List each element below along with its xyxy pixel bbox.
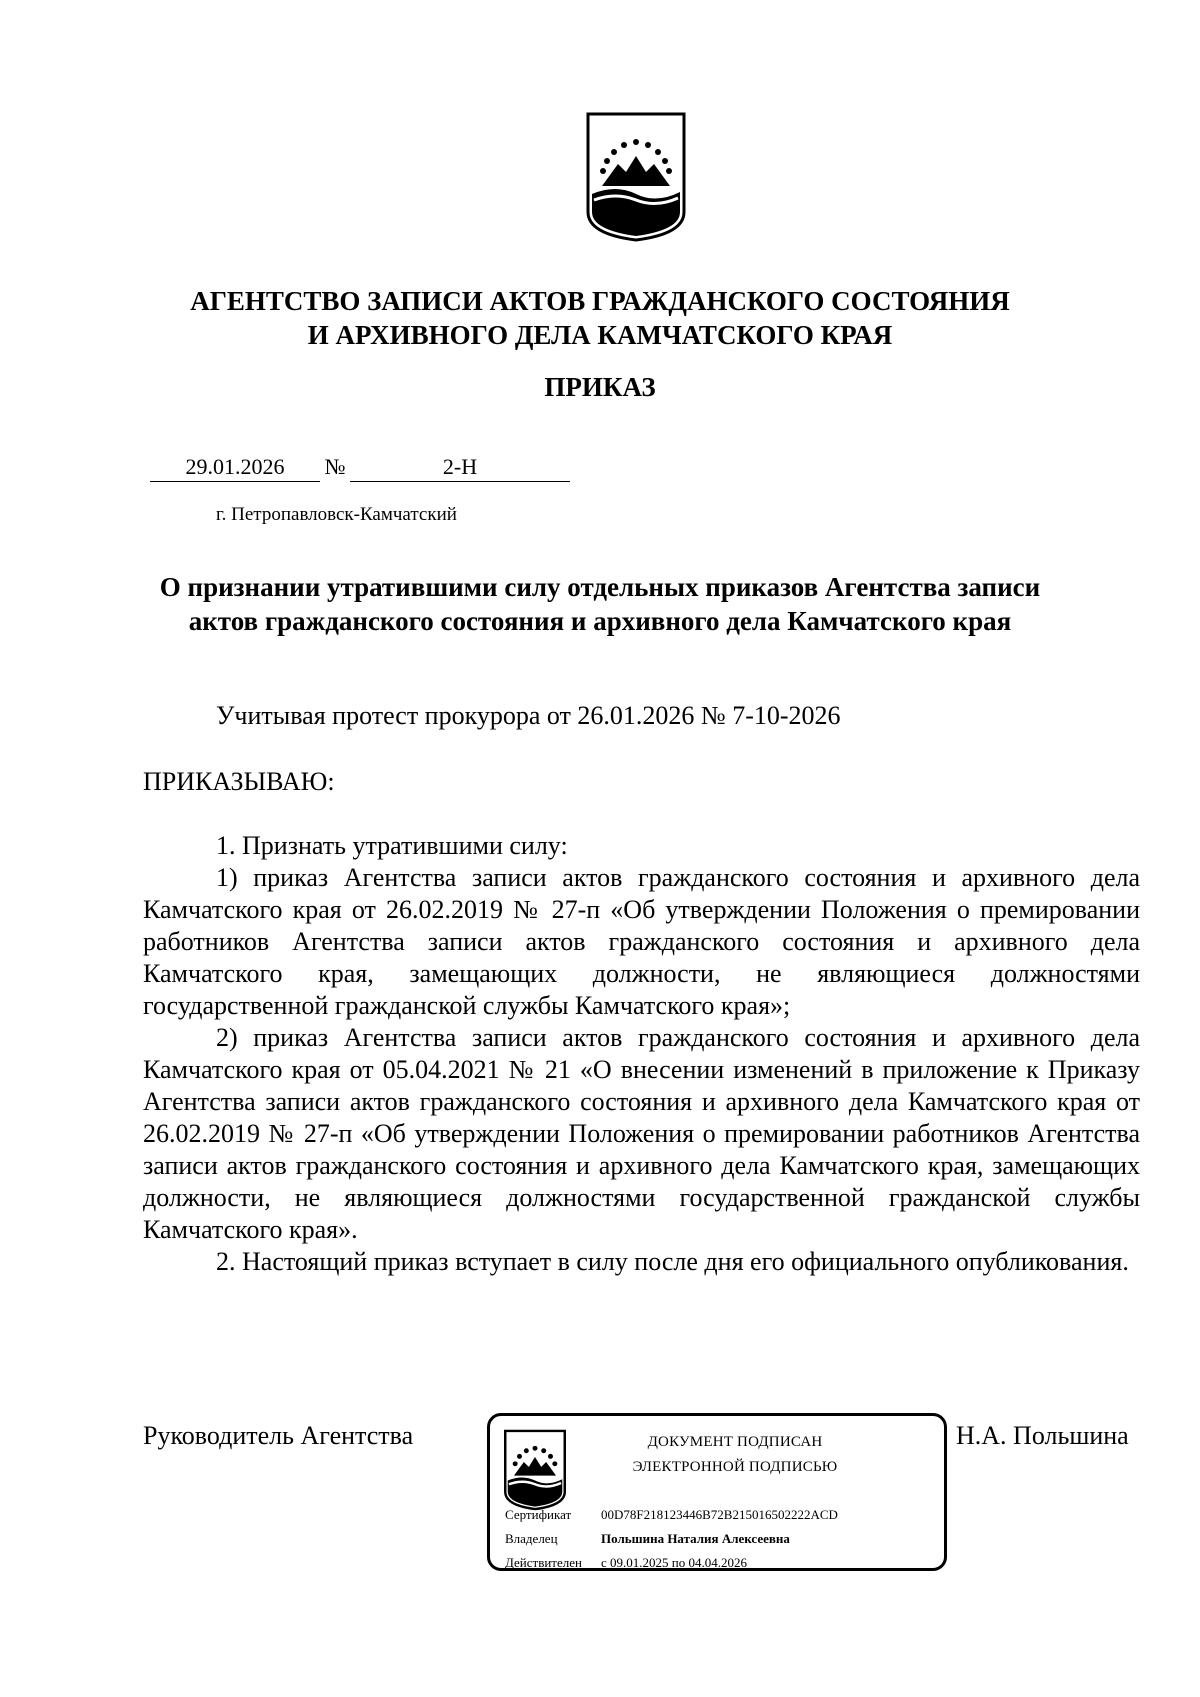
stamp-heading-2: ЭЛЕКТРОННОЙ ПОДПИСЬЮ	[632, 1459, 838, 1475]
owner-label: Владелец	[505, 1531, 558, 1546]
stamp-heading-1: ДОКУМЕНТ ПОДПИСАН	[647, 1434, 823, 1450]
basis-paragraph: Учитывая протест прокурора от 26.01.2026 № 7-10-2026	[216, 701, 841, 730]
certificate-value: 00D78F218123446B72B215016502222ACD	[601, 1507, 838, 1522]
order-number: 2-Н	[350, 454, 570, 482]
signatory-name: Н.А. Польшина	[956, 1421, 1129, 1450]
agency-name-line-1: АГЕНТСТВО ЗАПИСИ АКТОВ ГРАЖДАНСКОГО СОСТОЯНИЯ	[190, 286, 1010, 316]
order-date: 29.01.2026	[150, 454, 320, 482]
order-directive: ПРИКАЗЫВАЮ:	[143, 767, 335, 796]
coat-of-arms-icon	[586, 112, 686, 242]
signatory-position: Руководитель Агентства	[143, 1421, 414, 1450]
validity-value: с 09.01.2025 по 04.04.2026	[601, 1555, 747, 1570]
item-1-2: 2) приказ Агентства записи актов гражданского состояния и архивного дела Камчатского края от 05.04.2021 № 21 «О внесении изменений в приложение к Приказу Агентства записи актов гражданского состояния и архивного дела Камчатского края от 26.02.2019 № 27-п «Об утверждении Положения о премировании работников Агентства записи актов гражданского состояния и архивного дела Камчатского края, замещающих должности, не являющиеся должностями государственной гражданской службы Камчатского края».	[143, 1023, 1140, 1244]
item-2: 2. Настоящий приказ вступает в силу после дня его официального опубликования.	[216, 1247, 1129, 1276]
stamp-emblem-icon	[504, 1428, 566, 1512]
order-title-line-2: актов гражданского состояния и архивного дела Камчатского края	[188, 606, 1012, 636]
agency-name-line-2: И АРХИВНОГО ДЕЛА КАМЧАТСКОГО КРАЯ	[307, 320, 893, 350]
certificate-label: Сертификат	[505, 1507, 572, 1522]
city: г. Петропавловск-Камчатский	[216, 504, 457, 525]
item-1-1: 1) приказ Агентства записи актов гражданского состояния и архивного дела Камчатского края от 26.02.2019 № 27-п «Об утверждении Положения о премировании работников Агентства записи актов гражданского состояния и архивного дела Камчатского края, замещающих должности, не являющиеся должностями государственной гражданской службы Камчатского края»;	[143, 863, 1140, 1020]
validity-label: Действителен	[505, 1555, 582, 1570]
owner-value: Польшина Наталия Алексеевна	[601, 1531, 790, 1546]
stamp-validity-row	[505, 1555, 747, 1571]
item-1: 1. Признать утратившими силу:	[216, 831, 568, 860]
number-sign: №	[324, 454, 346, 479]
document-type: ПРИКАЗ	[544, 372, 656, 402]
stamp-certificate-row	[505, 1507, 838, 1523]
stamp-owner-row	[505, 1531, 790, 1547]
date-number-line	[0, 454, 1200, 484]
order-title-line-1: О признании утратившими силу отдельных приказов Агентства записи	[159, 572, 1041, 602]
electronic-signature-stamp	[487, 1413, 947, 1571]
